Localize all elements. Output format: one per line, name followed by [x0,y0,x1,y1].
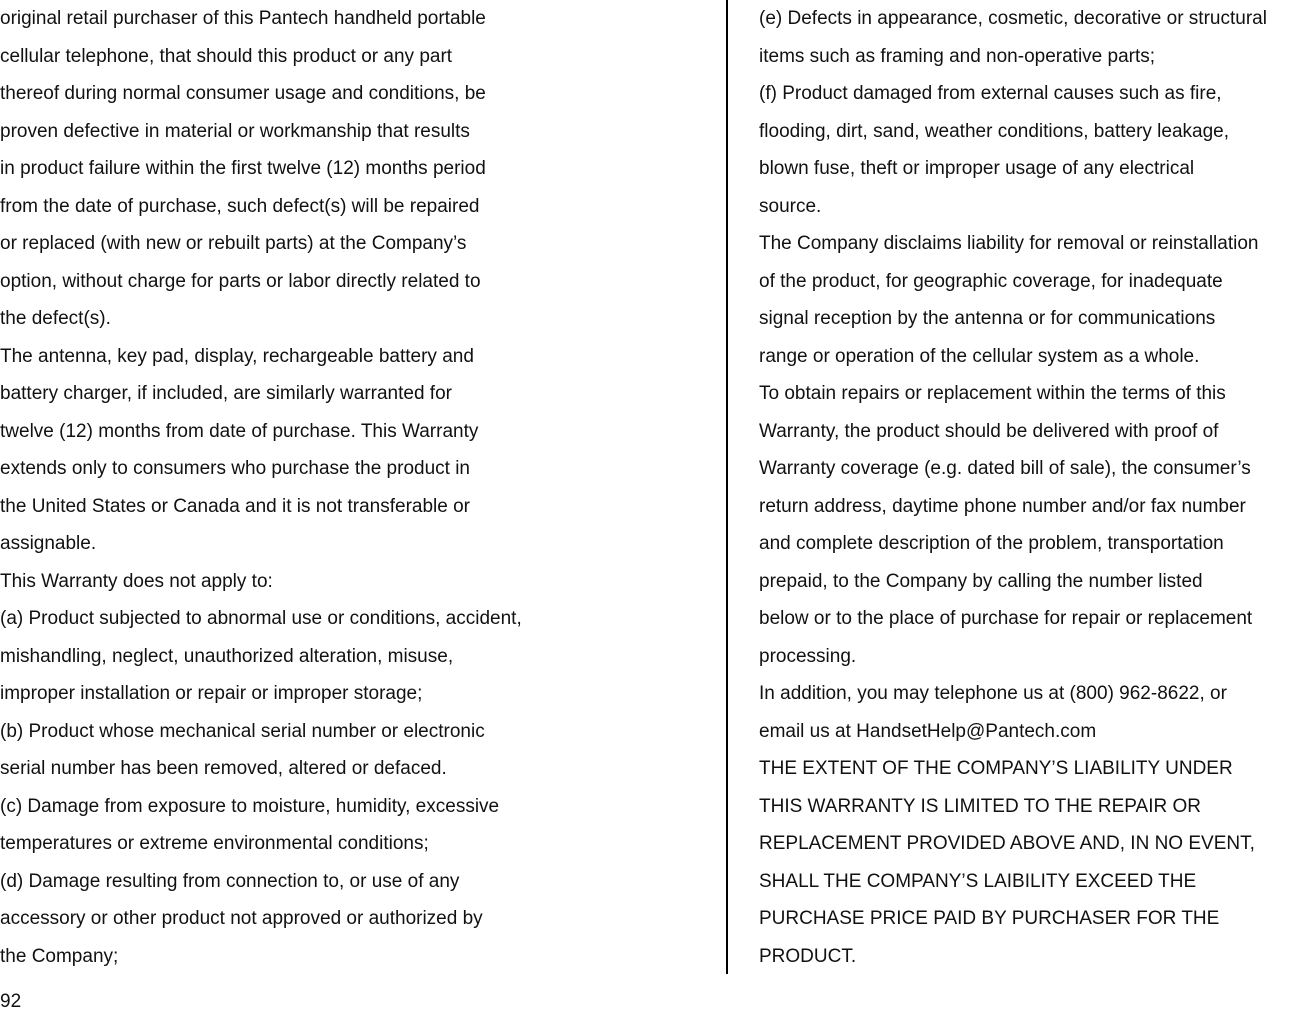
text-line: (a) Product subjected to abnormal use or conditions, accident, [0,608,522,629]
text-line: below or to the place of purchase for repair or replacement [759,608,1253,629]
text-line: of the product, for geographic coverage, for inadequate [759,270,1223,292]
text-line: serial number has been removed, altered or defaced. [0,758,447,779]
text-line: processing. [759,645,857,667]
text-line: (d) Damage resulting from connection to, or use of any [0,870,460,892]
text-line: battery charger, if included, are similarly warranted for [0,383,452,404]
text-line: The antenna, key pad, display, rechargeable battery and [0,345,474,367]
text-line: In addition, you may telephone us at (800) 962-8622, or [759,683,1227,704]
text-line: twelve (12) months from date of purchase. This Warranty [0,420,479,442]
text-line: original retail purchaser of this Pantech handheld portable [0,8,486,29]
text-line: assignable. [0,533,97,554]
text-line: accessory or other product not approved or authorized by [0,908,483,929]
column-divider [726,0,728,974]
text-line: improper installation or repair or improper storage; [0,683,423,704]
text-line: The Company disclaims liability for removal or reinstallation [759,233,1259,254]
text-line: items such as framing and non-operative parts; [759,45,1156,67]
text-line: flooding, dirt, sand, weather conditions, battery leakage, [759,120,1230,142]
text-line: cellular telephone, that should this product or any part [0,45,453,67]
text-line: the United States or Canada and it is not transferable or [0,495,470,517]
text-line: option, without charge for parts or labor directly related to [0,270,481,292]
text-line: Warranty, the product should be delivered with proof of [759,420,1219,442]
text-line: (b) Product whose mechanical serial number or electronic [0,720,485,742]
text-line: proven defective in material or workmanship that results [0,120,470,142]
text-line: thereof during normal consumer usage and conditions, be [0,83,486,104]
text-line: PRODUCT. [759,945,857,967]
text-line: (c) Damage from exposure to moisture, humidity, excessive [0,795,500,817]
text-line: mishandling, neglect, unauthorized alteration, misuse, [0,645,454,667]
text-line: return address, daytime phone number and/or fax number [759,495,1246,517]
text-line: blown fuse, theft or improper usage of any electrical [759,158,1195,179]
text-line: (f) Product damaged from external causes such as fire, [759,83,1222,104]
text-line: the Company; [0,945,119,967]
right-column [759,0,1314,975]
text-line: THIS WARRANTY IS LIMITED TO THE REPAIR OR [759,795,1201,817]
text-line: SHALL THE COMPANY’S LAIBILITY EXCEED THE [759,870,1197,892]
text-line: This Warranty does not apply to: [0,570,273,592]
text-line: or replaced (with new or rebuilt parts) at the Company’s [0,233,467,254]
text-line: prepaid, to the Company by calling the number listed [759,570,1203,592]
text-line: extends only to consumers who purchase the product in [0,458,470,479]
text-line: source. [759,195,822,217]
text-line: PURCHASE PRICE PAID BY PURCHASER FOR THE [759,908,1220,929]
text-line: THE EXTENT OF THE COMPANY’S LIABILITY UNDER [759,758,1233,779]
text-line: range or operation of the cellular system as a whole. [759,345,1200,367]
page-number: 92 [0,991,22,1012]
text-line: To obtain repairs or replacement within the terms of this [759,383,1226,404]
text-line: signal reception by the antenna or for communications [759,308,1216,329]
text-line: temperatures or extreme environmental conditions; [0,833,429,854]
text-line: and complete description of the problem, transportation [759,533,1224,554]
text-line: (e) Defects in appearance, cosmetic, decorative or structural [759,8,1267,29]
text-line: from the date of purchase, such defect(s) will be repaired [0,195,480,217]
text-line: Warranty coverage (e.g. dated bill of sale), the consumer’s [759,458,1251,479]
text-line: email us at HandsetHelp@Pantech.com [759,720,1097,742]
text-line: the defect(s). [0,308,111,329]
text-line: REPLACEMENT PROVIDED ABOVE AND, IN NO EVENT, [759,833,1255,854]
text-line: in product failure within the first twelve (12) months period [0,158,486,179]
